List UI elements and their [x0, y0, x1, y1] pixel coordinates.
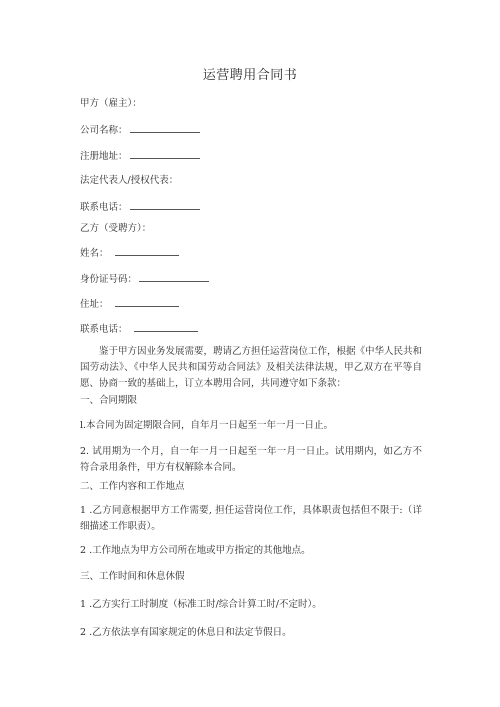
registered-address-label: 注册地址： [80, 151, 128, 162]
party-a-heading: 甲方（雇主）： [80, 98, 142, 109]
section-2-item-1: 1 .乙方同意根据甲方工作需要, 担任运营岗位工作，具体职责包括但不限于:（详细描述工作职责）。 [80, 505, 422, 532]
registered-address-blank [130, 149, 200, 159]
section-2-item-2: 2 .工作地点为甲方公司所在地或甲方指定的其他地点。 [80, 545, 311, 556]
company-name-blank [130, 123, 200, 133]
party-b-address-blank [115, 297, 179, 307]
party-b-phone-label: 联系电话： [80, 324, 128, 335]
section-3-heading: 三、工作时间和休息休假 [80, 571, 185, 582]
document-title: 运营聘用合同书 [202, 68, 298, 83]
party-a-phone-field [80, 200, 200, 215]
id-number-field [80, 272, 209, 287]
section-3-item-2: 2 .乙方依法享有国家规定的休息日和法定节假日。 [80, 627, 292, 638]
section-1-heading: 一、合同期限 [80, 395, 138, 406]
party-b-name-label: 姓名： [80, 248, 109, 259]
section-1-item-2: 2. 试用期为一个月，自一年一月一日起至一年一月一日止。试用期内，如乙方不符合录用条件，甲方有权解除本合同。 [80, 446, 422, 473]
section-2-heading: 二、工作内容和工作地点 [80, 481, 185, 492]
section-3-item-1: 1 .乙方实行工时制度（标准工时/综合计算工时/不定时）。 [80, 599, 322, 610]
preamble-paragraph: 鉴于甲方因业务发展需要，聘请乙方担任运营岗位工作，根据《中华人民共和国劳动法》、《中华人民共和国劳动合同法》及相关法律法规，甲乙双方在平等自愿、协商一致的基础上，订立本聘用合同，共同遵守如下条款： [80, 346, 423, 389]
party-b-name-field [80, 246, 179, 261]
section-1-item-1: l.本合同为固定期限合同，自年月一日起至一年一月一日止。 [80, 420, 334, 431]
registered-address-field [80, 149, 200, 164]
party-b-name-blank [115, 246, 179, 256]
party-a-phone-blank [130, 200, 200, 210]
party-b-address-label: 住址： [80, 299, 109, 310]
party-b-address-field [80, 297, 179, 312]
party-b-heading: 乙方（受聘方）： [80, 223, 152, 234]
company-name-label: 公司名称： [80, 125, 128, 136]
legal-rep-label: 法定代表人/授权代表： [80, 175, 179, 186]
company-name-field [80, 123, 200, 138]
party-b-phone-field [80, 322, 198, 337]
id-number-label: 身份证号码： [80, 274, 138, 285]
party-b-phone-blank [134, 322, 198, 332]
id-number-blank [139, 272, 209, 282]
party-a-phone-label: 联系电话： [80, 202, 128, 213]
